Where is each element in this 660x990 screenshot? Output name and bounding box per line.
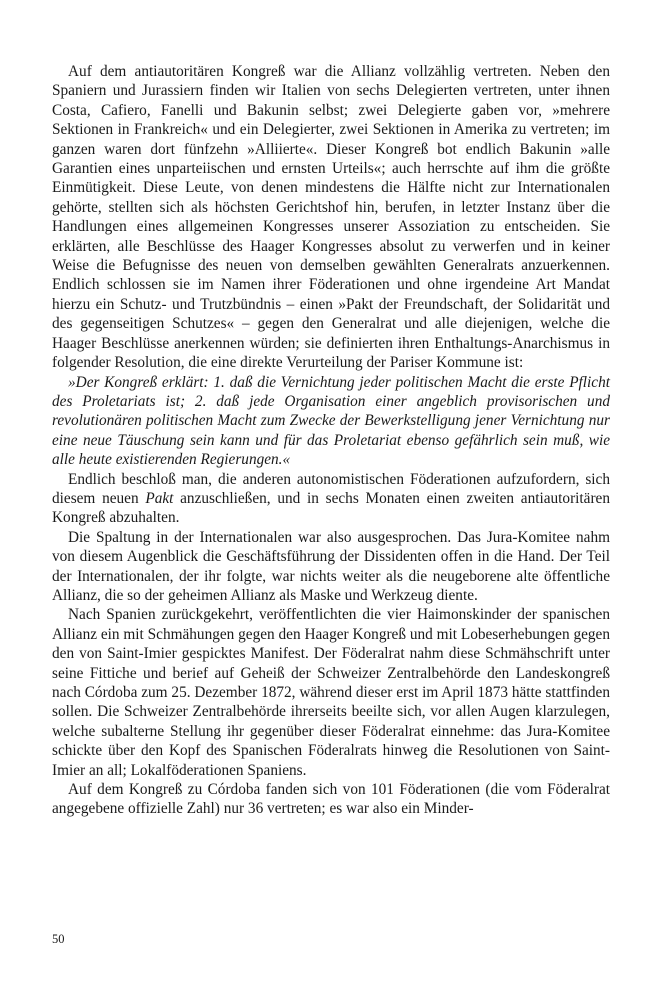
book-page-body bbox=[52, 62, 610, 819]
paragraph-pakt-after: anzuschließen, und in sechs Monaten einen zweiten antiautoritären Kongreß abzuhalten. bbox=[52, 489, 610, 527]
paragraph-pakt-emphasis: Pakt bbox=[145, 489, 174, 507]
page-number: 50 bbox=[52, 932, 65, 946]
paragraph-spaltung: Die Spaltung in der Internationalen war also ausgesprochen. Das Jura-Komitee nahm von diesem Augenblick die Geschäftsführung der Dissidenten offen in die Hand. Der Teil der Internationalen, der ihr folgte, war nichts weiter als die neugeborene alte öffentliche Allianz, die so der geheimen Allianz als Maske und Werkzeug diente. bbox=[52, 528, 610, 604]
paragraph-cordoba: Auf dem Kongreß zu Córdoba fanden sich von 101 Föderationen (die vom Föderalrat angegebene offizielle Zahl) nur 36 vertreten; es war also ein Minder- bbox=[52, 781, 610, 818]
paragraph-spanien: Nach Spanien zurückgekehrt, veröffentlichten die vier Haimonskinder der spanischen Allianz ein mit Schmähungen gegen den Haager Kongreß und mit Lobeserhebungen gegen den von Saint-Imier gespicktes Manifest. Der Föderalrat nahm diese Schmähschrift unter seine Fittiche und berief auf Geheiß der Schweizer Zentralbehörde den Landeskongreß nach Córdoba zum 25. Dezember 1872, während dieser erst im April 1873 hätte stattfinden sollen. Die Schweizer Zentralbehörde ihrerseits beeilte sich, vor allen Augen klarzulegen, welche subalterne Stellung ihr gegenüber dieser Föderalrat einnehme: das Jura-Komitee schickte über den Kopf des Spanischen Föderalrats hinweg die Resolutionen von Saint-Imier an all; Lokalföderationen Spaniens. bbox=[52, 606, 610, 779]
resolution-quote: »Der Kongreß erklärt: 1. daß die Vernichtung jeder politischen Macht die erste Pflicht des Proletariats ist; 2. daß jede Organisation einer angeblich provisorischen und revolutionären politischen Macht zum Zwecke der Bewerkstelligung jener Vernichtung nur eine neue Täuschung sein kann und für das Proletariat ebenso gefährlich sein muß, wie alle heute existierenden Regierungen.« bbox=[52, 373, 610, 469]
paragraph-pakt-before: Endlich beschloß man, die anderen autonomistischen Föderationen aufzufordern, sich diesem neuen bbox=[52, 470, 610, 507]
paragraph-pakt bbox=[52, 470, 610, 528]
paragraph-congress-saint-imier: Auf dem antiautoritären Kongreß war die Allianz vollzählig vertreten. Neben den Spaniern und Jurassiern finden wir Italien von sechs Delegierten vertreten, unter ihnen Costa, Cafiero, Fanelli und Bakunin selbst; zwei Delegierte gaben vor, »mehrere Sektionen in Frankreich« und ein Delegierter, zwei Sektionen in Amerika zu vertreten; im ganzen waren dort fünfzehn »Alliierte«. Dieser Kongreß bot endlich Bakunin »alle Garantien eines unparteiischen und ernsten Urteils«; auch herrschte auf ihm die größte Einmütigkeit. Diese Leute, von denen mindestens die Hälfte nicht zur Internationalen gehörte, stellten sich als höchsten Gerichtshof hin, berufen, in letzter Instanz über die Handlungen eines allgemeinen Kongresses unserer Assoziation zu entscheiden. Sie erklärten, alle Beschlüsse des Haager Kongresses absolut zu verwerfen und in keiner Weise die Befugnisse des neuen von demselben gewählten Generalrats anzuerkennen. Endlich schlossen sie im Namen ihrer Föderationen und ohne irgendeine Art Mandat hierzu ein Schutz- und Trutzbündnis – einen »Pakt der Freundschaft, der Solidarität und des gegenseitigen Schutzes« – gegen den Generalrat und alle diejenigen, welche die Haager Beschlüsse anerkennen würden; sie definierten ihren Enthaltungs-Anarchismus in folgender Resolution, die eine direkte Verurteilung der Pariser Kommune ist: bbox=[52, 63, 610, 372]
